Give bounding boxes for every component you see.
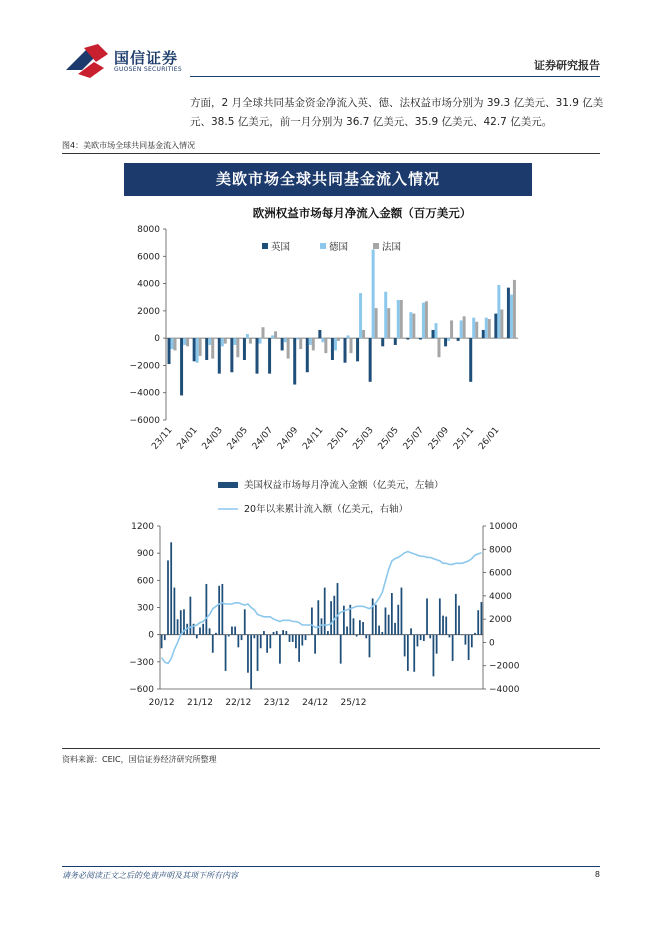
chart2-bar [269,635,271,649]
chart2-bar [465,635,467,645]
chart2-bar [250,635,252,689]
chart2-bar [161,635,163,649]
chart2-right-tick-label: 10000 [489,522,518,532]
chart2-bar [436,635,438,654]
chart2-bar [442,616,444,635]
chart2-bar [445,617,447,635]
chart2-bar [385,608,387,635]
chart2-x-tick-label: 23/12 [263,698,290,708]
chart2-bar [282,630,284,635]
chart2-bar [231,627,233,635]
chart2-bar [394,623,396,635]
chart2-bar [324,588,326,635]
chart2-bar [365,635,367,639]
chart1-y-tick-label: −2000 [129,361,160,372]
chart1-y-tick-label: −6000 [129,416,160,426]
chart1-x-tick-label: 24/01 [175,425,200,452]
body-paragraph: 方面，2 月全球共同基金资金净流入英、德、法权益市场分别为 39.3 亿美元、31.9 亿美元、38.5 亿美元，前一月分别为 36.7 亿美元、35.9 亿美元、42.7 亿美元。 [190,97,604,128]
chart2-x-tick-label: 24/12 [302,698,329,708]
chart2-bar [477,610,479,634]
chart2-bar [241,635,243,640]
chart1-x-tick-label: 25/09 [426,425,452,452]
chart2-bar [346,627,348,635]
chart2-bar [404,635,406,657]
chart2-bar [397,605,399,635]
chart1-x-tick-label: 25/07 [401,425,427,452]
chart2-bar [257,635,259,671]
chart2-bar [423,635,425,641]
chart2-bar [458,606,460,635]
chart2-bar [433,635,435,677]
chart1-x-tick-label: 24/07 [250,425,276,452]
chart1-x-tick-label: 26/01 [477,425,502,452]
chart2-legend-line-label: 20年以来累计流入额（亿美元，右轴） [244,504,409,515]
chart1-title: 欧洲权益市场每月净流入金额（百万美元） [252,206,472,220]
chart1-x-tick-label: 24/03 [200,425,225,452]
chart2-bar [372,598,374,634]
chart1-y-tick-label: 2000 [137,306,160,317]
chart2-bar [164,635,166,640]
chart2-bar [468,635,470,660]
chart2-bar [221,584,223,635]
chart2-bar [234,627,236,635]
chart2-bar [417,635,419,647]
chart2-bar [449,635,451,638]
chart2-bar [301,635,303,646]
chart2-bar [401,588,403,635]
chart2-bar [311,608,313,635]
chart2-bar [177,619,179,634]
logo-english-name: GUOSEN SECURITIES [114,66,183,73]
chart2-bar [298,635,300,662]
chart2-bar [481,602,483,635]
chart2-right-tick-label: 8000 [489,545,512,556]
chart2-bar [353,618,355,634]
chart2-bar [263,631,265,635]
chart2-bar [426,598,428,634]
chart2-bar [276,631,278,635]
chart2-x-tick-label: 20/12 [148,698,175,708]
chart2-right-tick-label: −2000 [489,661,520,672]
chart2-bar [308,635,310,636]
chart2-bar [439,598,441,634]
chart2-bar [461,635,463,636]
figure-bottom-rule [62,748,600,749]
chart2-bar [215,633,217,635]
chart2-bar [340,635,342,664]
chart2-bar [388,615,390,635]
chart2-bar [202,624,204,635]
chart2-x-tick-label: 21/12 [187,698,213,708]
chart2-bar [375,605,377,635]
chart1-x-tick-label: 25/03 [351,425,376,452]
chart2-bar [407,635,409,671]
chart2-bar [225,635,227,671]
chart2-bar [413,635,415,672]
chart1-x-tick-label: 23/11 [150,425,175,452]
chart2-left-tick-label: 1200 [131,522,154,532]
chart2-bar [170,542,172,634]
chart1-y-tick-label: 6000 [137,252,160,263]
chart2-bar [420,635,422,640]
chart2-bar [289,635,291,642]
chart2-bar [381,632,383,635]
chart2-bar [285,631,287,635]
chart1-legend-label: 法国 [382,242,402,253]
chart2-left-tick-label: 0 [148,630,154,641]
chart2-bar [244,609,246,634]
chart2-bar [327,631,329,635]
footer-divider [62,866,600,867]
logo-chinese-name: 国信证券 [114,49,179,67]
source-note: 资料来源：CEIC，国信证券经济研究所整理 [62,755,217,764]
chart2-bar [321,618,323,634]
chart2-legend-bar-swatch [218,482,238,488]
chart2-bar [305,635,307,640]
chart2-bar [369,635,371,658]
chart2-bar [410,628,412,634]
chart2-bar [167,560,169,634]
chart2-x-tick-label: 25/12 [340,698,367,708]
chart2-bar [295,635,297,649]
chart1-legend-label: 英国 [271,242,291,253]
chart2-right-tick-label: −4000 [489,685,520,695]
chart2-bar [474,633,476,635]
chart2-left-tick-label: 900 [136,549,154,560]
chart1-y-tick-label: 0 [154,334,160,345]
chart2-right-tick-label: 0 [489,638,495,649]
chart2-bar [429,635,431,639]
footer-disclaimer: 请务必阅读正文之后的免责声明及其项下所有内容 [62,871,238,880]
chart2-bar [180,610,182,634]
chart2-bar [190,597,192,635]
chart2-left-tick-label: 600 [136,576,154,587]
chart1-x-tick-label: 25/05 [376,425,401,452]
chart2-bar [273,632,275,635]
chart2-bar [471,635,473,648]
chart2-bar [279,635,281,664]
chart2-bar [356,635,358,637]
chart2-bar [333,596,335,635]
chart2-bar [292,635,294,642]
chart2-x-tick-label: 22/12 [225,698,252,708]
chart2-right-tick-label: 2000 [489,615,512,626]
document-type: 证券研究报告 [534,59,600,72]
chart-banner-title: 美欧市场全球共同基金流入情况 [124,163,532,196]
chart2-bar [455,594,457,635]
chart2-right-tick-label: 6000 [489,568,512,579]
chart1-x-tick-label: 24/05 [225,425,251,452]
chart2-bar [330,601,332,635]
chart2-bar [247,635,249,673]
chart2-bar [260,635,262,649]
chart2-bar [196,635,198,639]
chart2-bar [237,635,239,648]
chart2-legend-bar-label: 美国权益市场每月净流入金额（亿美元，左轴） [244,480,444,491]
chart2-bar [362,622,364,635]
chart2-left-tick-label: 300 [136,603,154,614]
chart2-bar [359,620,361,634]
chart1-y-tick-label: 8000 [137,225,160,235]
chart1-y-tick-label: −4000 [129,388,160,399]
chart1-x-tick-label: 25/01 [326,425,351,452]
chart2-bar [212,635,214,653]
chart2-bar [337,583,339,635]
page-number: 8 [594,870,600,879]
chart2-left-tick-label: −300 [129,657,154,668]
chart2-bar [228,635,230,637]
chart2-bar [199,627,201,634]
chart2-bar [174,588,176,635]
chart2-bar [266,635,268,653]
chart2-left-tick-label: −600 [129,685,154,695]
chart2-right-tick-label: 4000 [489,591,512,602]
chart2-bar [317,600,319,634]
chart2-bar [452,635,454,661]
chart2-bar [205,584,207,635]
chart2-bar [314,635,316,654]
chart2-bar [209,628,211,634]
figure-caption: 图4：美欧市场全球共同基金流入情况 [62,141,196,150]
chart2-bar [253,635,255,639]
chart1-x-tick-label: 25/11 [451,425,477,452]
chart1-y-tick-label: 4000 [137,279,160,290]
chart1-x-tick-label: 24/11 [301,425,326,452]
chart1-x-tick-label: 24/09 [275,425,301,452]
chart2-bar [378,626,380,635]
chart2-bar [391,593,393,635]
chart2-bar [218,586,220,635]
chart1-legend-label: 德国 [329,242,349,253]
